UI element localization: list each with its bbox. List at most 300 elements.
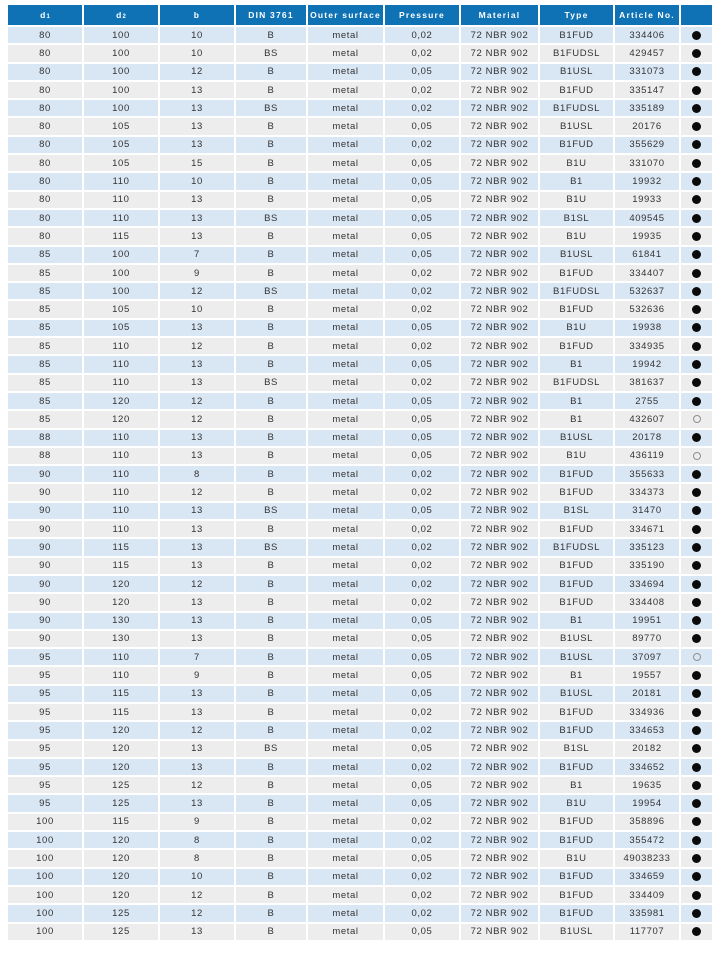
cell-d1: 88 <box>8 430 82 446</box>
cell-d2: 110 <box>84 375 158 391</box>
cell-article-no: 331073 <box>615 64 679 80</box>
cell-availability <box>681 649 712 665</box>
cell-availability <box>681 722 712 738</box>
col-header-subscript: 1 <box>46 14 50 20</box>
col-header-label: Article No. <box>619 10 675 20</box>
cell-b: 9 <box>160 667 234 683</box>
cell-pressure: 0,05 <box>385 228 459 244</box>
filled-dot-icon <box>692 744 701 753</box>
cell-d1: 80 <box>8 228 82 244</box>
cell-pressure: 0,02 <box>385 887 459 903</box>
cell-availability <box>681 411 712 427</box>
cell-b: 13 <box>160 356 234 372</box>
cell-din: B <box>236 301 306 317</box>
cell-material: 72 NBR 902 <box>461 722 538 738</box>
cell-article-no: 31470 <box>615 503 679 519</box>
cell-availability <box>681 905 712 921</box>
cell-d1: 95 <box>8 759 82 775</box>
cell-d2: 110 <box>84 484 158 500</box>
cell-material: 72 NBR 902 <box>461 649 538 665</box>
cell-d2: 120 <box>84 594 158 610</box>
cell-type: B1SL <box>540 210 613 226</box>
cell-material: 72 NBR 902 <box>461 887 538 903</box>
cell-d1: 90 <box>8 613 82 629</box>
cell-din: B <box>236 393 306 409</box>
cell-d1: 100 <box>8 905 82 921</box>
table-row <box>8 795 712 811</box>
cell-outer-surface: metal <box>308 704 383 720</box>
cell-d1: 88 <box>8 448 82 464</box>
cell-material: 72 NBR 902 <box>461 137 538 153</box>
cell-din: BS <box>236 741 306 757</box>
cell-d1: 90 <box>8 521 82 537</box>
cell-article-no: 355472 <box>615 832 679 848</box>
filled-dot-icon <box>692 31 701 40</box>
cell-type: B1 <box>540 411 613 427</box>
cell-article-no: 335190 <box>615 558 679 574</box>
cell-d2: 110 <box>84 667 158 683</box>
cell-outer-surface: metal <box>308 393 383 409</box>
cell-pressure: 0,05 <box>385 613 459 629</box>
cell-b: 9 <box>160 814 234 830</box>
cell-b: 13 <box>160 741 234 757</box>
cell-material: 72 NBR 902 <box>461 448 538 464</box>
filled-dot-icon <box>692 67 701 76</box>
cell-outer-surface: metal <box>308 64 383 80</box>
cell-availability <box>681 686 712 702</box>
filled-dot-icon <box>692 525 701 534</box>
cell-d2: 110 <box>84 356 158 372</box>
cell-pressure: 0,05 <box>385 667 459 683</box>
cell-din: B <box>236 704 306 720</box>
cell-d1: 80 <box>8 64 82 80</box>
cell-material: 72 NBR 902 <box>461 704 538 720</box>
cell-material: 72 NBR 902 <box>461 850 538 866</box>
cell-availability <box>681 521 712 537</box>
cell-din: B <box>236 850 306 866</box>
cell-material: 72 NBR 902 <box>461 558 538 574</box>
filled-dot-icon <box>692 305 701 314</box>
filled-dot-icon <box>692 671 701 680</box>
cell-b: 13 <box>160 558 234 574</box>
cell-material: 72 NBR 902 <box>461 905 538 921</box>
cell-material: 72 NBR 902 <box>461 667 538 683</box>
cell-d2: 115 <box>84 686 158 702</box>
table-row <box>8 503 712 519</box>
cell-material: 72 NBR 902 <box>461 430 538 446</box>
cell-b: 13 <box>160 118 234 134</box>
cell-din: B <box>236 558 306 574</box>
cell-outer-surface: metal <box>308 722 383 738</box>
cell-pressure: 0,02 <box>385 27 459 43</box>
cell-d1: 90 <box>8 558 82 574</box>
cell-din: B <box>236 338 306 354</box>
filled-dot-icon <box>692 269 701 278</box>
cell-availability <box>681 924 712 940</box>
table-row <box>8 448 712 464</box>
cell-b: 15 <box>160 155 234 171</box>
cell-material: 72 NBR 902 <box>461 777 538 793</box>
col-header-d1 <box>8 5 82 25</box>
cell-article-no: 381637 <box>615 375 679 391</box>
cell-din: B <box>236 777 306 793</box>
cell-article-no: 334373 <box>615 484 679 500</box>
cell-din: B <box>236 137 306 153</box>
cell-pressure: 0,05 <box>385 173 459 189</box>
cell-b: 13 <box>160 320 234 336</box>
cell-material: 72 NBR 902 <box>461 192 538 208</box>
cell-d1: 80 <box>8 45 82 61</box>
cell-outer-surface: metal <box>308 338 383 354</box>
cell-article-no: 2755 <box>615 393 679 409</box>
cell-availability <box>681 265 712 281</box>
cell-availability <box>681 667 712 683</box>
cell-d1: 90 <box>8 631 82 647</box>
cell-d1: 85 <box>8 320 82 336</box>
table-row <box>8 82 712 98</box>
cell-article-no: 436119 <box>615 448 679 464</box>
cell-availability <box>681 558 712 574</box>
cell-din: B <box>236 247 306 263</box>
cell-availability <box>681 393 712 409</box>
cell-article-no: 61841 <box>615 247 679 263</box>
cell-outer-surface: metal <box>308 430 383 446</box>
cell-outer-surface: metal <box>308 631 383 647</box>
cell-material: 72 NBR 902 <box>461 795 538 811</box>
cell-type: B1FUD <box>540 558 613 574</box>
cell-availability <box>681 210 712 226</box>
cell-d1: 80 <box>8 210 82 226</box>
cell-pressure: 0,02 <box>385 137 459 153</box>
cell-outer-surface: metal <box>308 924 383 940</box>
filled-dot-icon <box>692 104 701 113</box>
cell-din: B <box>236 228 306 244</box>
cell-d1: 95 <box>8 741 82 757</box>
filled-dot-icon <box>692 140 701 149</box>
filled-dot-icon <box>692 854 701 863</box>
cell-b: 12 <box>160 411 234 427</box>
cell-d1: 95 <box>8 704 82 720</box>
cell-d2: 120 <box>84 576 158 592</box>
cell-din: B <box>236 430 306 446</box>
cell-type: B1USL <box>540 686 613 702</box>
cell-availability <box>681 27 712 43</box>
cell-pressure: 0,05 <box>385 631 459 647</box>
cell-material: 72 NBR 902 <box>461 393 538 409</box>
table-row <box>8 45 712 61</box>
cell-type: B1U <box>540 795 613 811</box>
cell-pressure: 0,02 <box>385 283 459 299</box>
cell-d1: 80 <box>8 27 82 43</box>
table-row <box>8 576 712 592</box>
cell-type: B1FUD <box>540 521 613 537</box>
col-header-material <box>461 5 538 25</box>
col-header-label: Type <box>564 10 589 20</box>
cell-material: 72 NBR 902 <box>461 210 538 226</box>
cell-outer-surface: metal <box>308 521 383 537</box>
cell-d2: 100 <box>84 82 158 98</box>
table-row <box>8 100 712 116</box>
cell-din: B <box>236 759 306 775</box>
cell-article-no: 334652 <box>615 759 679 775</box>
cell-d1: 90 <box>8 466 82 482</box>
cell-d2: 105 <box>84 320 158 336</box>
cell-d1: 80 <box>8 192 82 208</box>
cell-material: 72 NBR 902 <box>461 466 538 482</box>
cell-pressure: 0,05 <box>385 503 459 519</box>
filled-dot-icon <box>692 214 701 223</box>
table-row <box>8 393 712 409</box>
cell-pressure: 0,02 <box>385 558 459 574</box>
cell-din: B <box>236 320 306 336</box>
cell-outer-surface: metal <box>308 320 383 336</box>
cell-pressure: 0,05 <box>385 356 459 372</box>
cell-d1: 100 <box>8 850 82 866</box>
cell-article-no: 19635 <box>615 777 679 793</box>
col-header-d2 <box>84 5 158 25</box>
cell-d2: 105 <box>84 155 158 171</box>
cell-outer-surface: metal <box>308 649 383 665</box>
cell-availability <box>681 869 712 885</box>
cell-material: 72 NBR 902 <box>461 100 538 116</box>
cell-material: 72 NBR 902 <box>461 503 538 519</box>
cell-b: 13 <box>160 82 234 98</box>
cell-outer-surface: metal <box>308 155 383 171</box>
cell-din: B <box>236 631 306 647</box>
filled-dot-icon <box>692 397 701 406</box>
cell-outer-surface: metal <box>308 118 383 134</box>
cell-type: B1 <box>540 393 613 409</box>
filled-dot-icon <box>692 323 701 332</box>
table-row <box>8 850 712 866</box>
cell-availability <box>681 795 712 811</box>
table-row <box>8 228 712 244</box>
cell-b: 12 <box>160 393 234 409</box>
cell-b: 12 <box>160 905 234 921</box>
cell-d1: 80 <box>8 137 82 153</box>
cell-pressure: 0,05 <box>385 192 459 208</box>
cell-d2: 115 <box>84 704 158 720</box>
cell-availability <box>681 192 712 208</box>
cell-pressure: 0,02 <box>385 759 459 775</box>
cell-article-no: 429457 <box>615 45 679 61</box>
cell-pressure: 0,02 <box>385 722 459 738</box>
col-header-label: b <box>193 10 201 20</box>
cell-article-no: 19938 <box>615 320 679 336</box>
cell-b: 8 <box>160 466 234 482</box>
cell-din: B <box>236 887 306 903</box>
cell-type: B1FUDSL <box>540 539 613 555</box>
cell-outer-surface: metal <box>308 777 383 793</box>
cell-din: B <box>236 613 306 629</box>
cell-material: 72 NBR 902 <box>461 247 538 263</box>
cell-d1: 80 <box>8 100 82 116</box>
filled-dot-icon <box>692 580 701 589</box>
cell-material: 72 NBR 902 <box>461 613 538 629</box>
cell-din: B <box>236 924 306 940</box>
cell-b: 13 <box>160 594 234 610</box>
cell-pressure: 0,05 <box>385 448 459 464</box>
table-row <box>8 558 712 574</box>
cell-b: 10 <box>160 173 234 189</box>
cell-din: B <box>236 814 306 830</box>
cell-pressure: 0,02 <box>385 375 459 391</box>
table-row <box>8 484 712 500</box>
cell-article-no: 20182 <box>615 741 679 757</box>
cell-outer-surface: metal <box>308 411 383 427</box>
cell-outer-surface: metal <box>308 375 383 391</box>
cell-type: B1FUD <box>540 484 613 500</box>
cell-din: B <box>236 64 306 80</box>
table-body <box>8 27 712 940</box>
cell-din: B <box>236 448 306 464</box>
cell-material: 72 NBR 902 <box>461 631 538 647</box>
filled-dot-icon <box>692 799 701 808</box>
cell-material: 72 NBR 902 <box>461 265 538 281</box>
cell-availability <box>681 173 712 189</box>
cell-material: 72 NBR 902 <box>461 228 538 244</box>
cell-type: B1USL <box>540 64 613 80</box>
cell-b: 13 <box>160 100 234 116</box>
cell-material: 72 NBR 902 <box>461 484 538 500</box>
cell-article-no: 20178 <box>615 430 679 446</box>
cell-type: B1U <box>540 320 613 336</box>
cell-d2: 125 <box>84 795 158 811</box>
filled-dot-icon <box>692 689 701 698</box>
cell-article-no: 334406 <box>615 27 679 43</box>
cell-pressure: 0,02 <box>385 905 459 921</box>
table-row <box>8 137 712 153</box>
table-row <box>8 210 712 226</box>
cell-din: B <box>236 192 306 208</box>
cell-d2: 120 <box>84 722 158 738</box>
cell-availability <box>681 741 712 757</box>
cell-pressure: 0,02 <box>385 869 459 885</box>
cell-material: 72 NBR 902 <box>461 576 538 592</box>
cell-article-no: 334653 <box>615 722 679 738</box>
table-row <box>8 722 712 738</box>
cell-material: 72 NBR 902 <box>461 173 538 189</box>
cell-d2: 115 <box>84 228 158 244</box>
cell-d1: 95 <box>8 777 82 793</box>
cell-outer-surface: metal <box>308 594 383 610</box>
cell-b: 12 <box>160 777 234 793</box>
cell-d2: 100 <box>84 247 158 263</box>
cell-availability <box>681 45 712 61</box>
cell-din: B <box>236 411 306 427</box>
cell-d2: 125 <box>84 777 158 793</box>
cell-type: B1FUD <box>540 265 613 281</box>
col-header-outer-surface <box>308 5 383 25</box>
cell-b: 13 <box>160 704 234 720</box>
cell-article-no: 432607 <box>615 411 679 427</box>
cell-din: BS <box>236 210 306 226</box>
cell-d2: 120 <box>84 869 158 885</box>
cell-d2: 100 <box>84 283 158 299</box>
cell-availability <box>681 64 712 80</box>
col-header-pressure <box>385 5 459 25</box>
cell-availability <box>681 613 712 629</box>
cell-outer-surface: metal <box>308 247 383 263</box>
table-row <box>8 649 712 665</box>
table-row <box>8 173 712 189</box>
filled-dot-icon <box>692 708 701 717</box>
cell-article-no: 358896 <box>615 814 679 830</box>
cell-d2: 120 <box>84 759 158 775</box>
cell-d2: 110 <box>84 503 158 519</box>
cell-type: B1FUD <box>540 887 613 903</box>
cell-d1: 95 <box>8 722 82 738</box>
table-row <box>8 905 712 921</box>
table-row <box>8 411 712 427</box>
cell-b: 13 <box>160 228 234 244</box>
cell-b: 8 <box>160 850 234 866</box>
cell-d1: 85 <box>8 338 82 354</box>
cell-material: 72 NBR 902 <box>461 539 538 555</box>
table-row <box>8 686 712 702</box>
cell-din: B <box>236 795 306 811</box>
cell-b: 13 <box>160 210 234 226</box>
cell-material: 72 NBR 902 <box>461 64 538 80</box>
col-header-availability <box>681 5 712 25</box>
cell-availability <box>681 283 712 299</box>
cell-article-no: 19935 <box>615 228 679 244</box>
cell-din: B <box>236 356 306 372</box>
cell-b: 10 <box>160 869 234 885</box>
cell-d1: 90 <box>8 484 82 500</box>
filled-dot-icon <box>692 836 701 845</box>
col-header-label: Pressure <box>399 10 445 20</box>
filled-dot-icon <box>692 342 701 351</box>
cell-din: B <box>236 905 306 921</box>
col-header-label: Material <box>478 10 521 20</box>
cell-pressure: 0,05 <box>385 777 459 793</box>
table-row <box>8 741 712 757</box>
cell-outer-surface: metal <box>308 448 383 464</box>
cell-article-no: 49038233 <box>615 850 679 866</box>
cell-type: B1U <box>540 850 613 866</box>
cell-material: 72 NBR 902 <box>461 82 538 98</box>
cell-article-no: 335123 <box>615 539 679 555</box>
cell-din: B <box>236 667 306 683</box>
cell-material: 72 NBR 902 <box>461 594 538 610</box>
table-row <box>8 320 712 336</box>
cell-d1: 90 <box>8 594 82 610</box>
cell-pressure: 0,02 <box>385 466 459 482</box>
cell-material: 72 NBR 902 <box>461 741 538 757</box>
cell-outer-surface: metal <box>308 558 383 574</box>
cell-material: 72 NBR 902 <box>461 301 538 317</box>
cell-d2: 130 <box>84 613 158 629</box>
cell-type: B1FUDSL <box>540 100 613 116</box>
cell-b: 13 <box>160 795 234 811</box>
cell-din: B <box>236 118 306 134</box>
cell-article-no: 331070 <box>615 155 679 171</box>
cell-b: 13 <box>160 613 234 629</box>
filled-dot-icon <box>692 49 701 58</box>
cell-type: B1USL <box>540 649 613 665</box>
cell-availability <box>681 100 712 116</box>
cell-article-no: 334935 <box>615 338 679 354</box>
table-row <box>8 192 712 208</box>
cell-d2: 115 <box>84 539 158 555</box>
cell-b: 7 <box>160 247 234 263</box>
cell-type: B1SL <box>540 741 613 757</box>
cell-outer-surface: metal <box>308 850 383 866</box>
col-header-label: d <box>40 10 47 20</box>
cell-outer-surface: metal <box>308 887 383 903</box>
cell-din: B <box>236 155 306 171</box>
